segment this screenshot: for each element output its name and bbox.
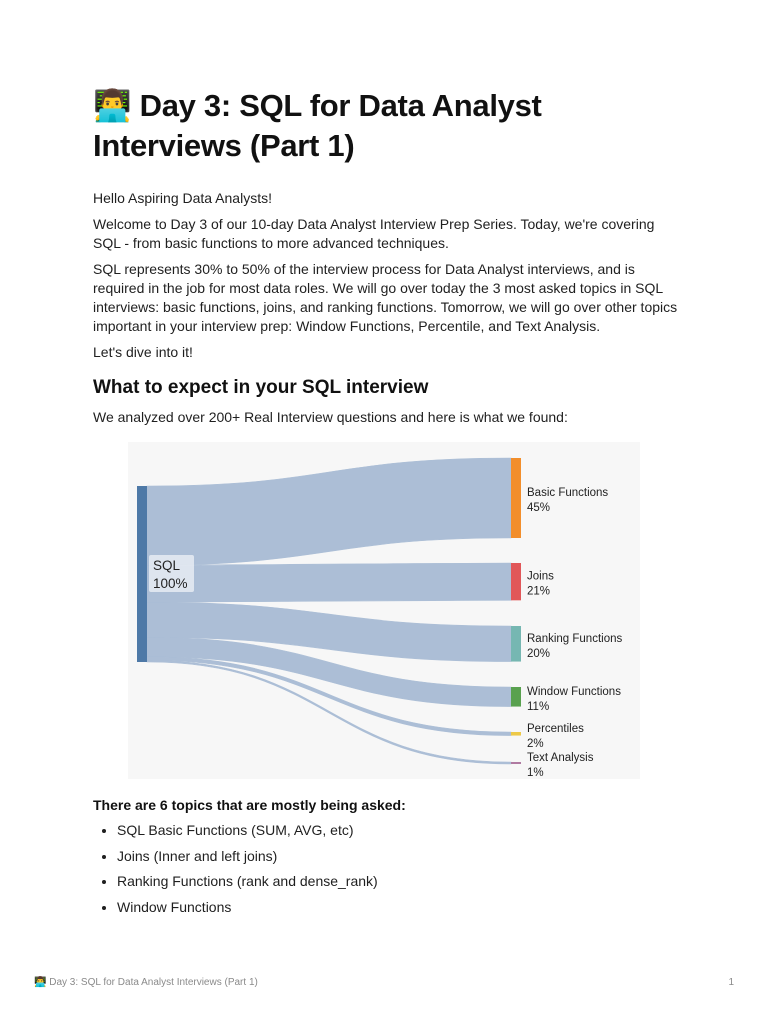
target-label: Ranking Functions [527,632,623,645]
page-title [93,86,683,165]
target-label: Basic Functions [527,487,609,499]
node-text-analysis [511,762,521,764]
link-joins [147,563,511,602]
node-basic-functions [511,458,521,538]
dive-in-paragraph: Let's dive into it! [93,344,193,360]
technologist-icon: 👨‍💻 [34,977,47,988]
node-joins [511,563,521,600]
target-value: 45% [527,502,551,514]
list-item: • Window Functions [117,898,683,917]
list-item: • Joins (Inner and left joins) [117,847,683,866]
technologist-icon: 👨‍💻 [93,88,132,124]
target-value: 21% [527,585,551,598]
page-number: 1 [728,977,734,988]
node-sql [137,486,147,662]
node-percentiles [511,732,521,736]
footer-title-text: Day 3: SQL for Data Analyst Interviews (Part 1) [49,977,258,988]
topics-heading: There are 6 topics that are mostly being asked: [93,797,406,813]
target-value: 11% [527,700,550,713]
source-label: SQL [153,558,181,573]
greeting-paragraph: Hello Aspiring Data Analysts! [93,190,272,206]
list-item: • SQL Basic Functions (SUM, AVG, etc) [117,821,683,840]
sql-share-paragraph: SQL represents 30% to 50% of the interview process for Data Analyst interviews, and is required in the job for most data roles. We will go over today the 3 most asked topics in SQL interviews: basic functions, joins, and ranking functions. Tomorrow, we will go over other topics important in your interview prep: Window Functions, Percentile, and Text Analysis. [93,261,678,334]
welcome-paragraph: Welcome to Day 3 of our 10-day Data Analyst Interview Prep Series. Today, we're covering SQL - from basic functions to more advanced techniques. [93,216,655,251]
sankey-svg [128,442,640,779]
source-value: 100% [153,576,188,591]
target-value: 20% [527,647,551,660]
footer-title [34,977,258,988]
page-footer [34,977,734,988]
node-window-functions [511,687,521,707]
sankey-chart [128,442,640,779]
page-content [93,86,683,923]
target-label: Text Analysis [527,752,594,764]
node-ranking-functions [511,626,521,662]
section-heading: What to expect in your SQL interview [93,377,429,398]
target-label: Joins [527,570,554,583]
target-value: 2% [527,737,544,750]
target-label: Window Functions [527,685,621,698]
page-title-text: Day 3: SQL for Data Analyst Interviews (Part 1) [93,88,542,163]
topics-list [93,821,683,917]
list-item: • Ranking Functions (rank and dense_rank) [117,872,683,891]
intro-section [93,189,683,362]
target-label: Percentiles [527,722,584,735]
section-lead: We analyzed over 200+ Real Interview questions and here is what we found: [93,409,568,425]
target-value: 1% [527,767,544,779]
